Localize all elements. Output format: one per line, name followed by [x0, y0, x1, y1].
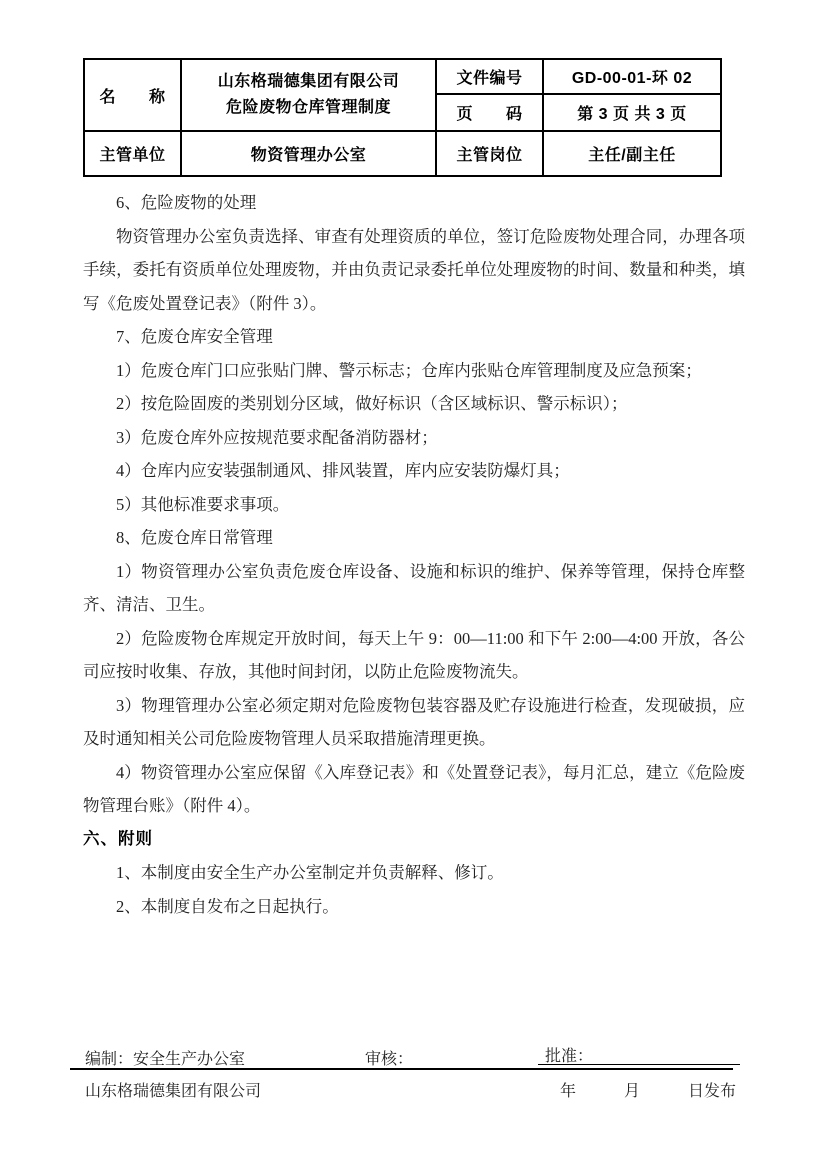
doc-number-label-cell: 文件编号	[436, 59, 543, 94]
paragraph: 6、危险废物的处理	[116, 193, 257, 212]
reviewed-by-field: 审核：	[365, 1051, 414, 1068]
paragraph: 2）危险废物仓库规定开放时间，每天上午 9：00—11:00 和下午 2:00—4:00 开放，各公司应按时收集、存放，其他时间封闭，以防止危险废物流失。	[83, 628, 745, 681]
compiled-by-field: 编制：安全生产办公室	[85, 1051, 246, 1068]
footer-divider	[70, 1068, 733, 1070]
doc-number-value-cell: GD-00-01-环 02	[543, 59, 721, 94]
paragraph: 物资管理办公室负责选择、审查有处理资质的单位，签订危险废物处理合同，办理各项手续，委托有资质单位处理废物，并由负责记录委托单位处理废物的时间、数量和种类，填写《危废处置登记表》（附件 3）。	[83, 226, 745, 313]
header-table	[83, 58, 722, 177]
paragraph: 2）按危险固废的类别划分区域，做好标识（含区域标识、警示标识）；	[116, 394, 628, 413]
document-title-cell	[181, 59, 436, 131]
paragraph: 3）物理管理办公室必须定期对危险废物包装容器及贮存设施进行检查，发现破损，应及时通知相关公司危险废物管理人员采取措施清理更换。	[83, 695, 745, 748]
paragraph: 4）仓库内应安装强制通风、排风装置，库内应安装防爆灯具；	[116, 461, 570, 480]
approved-by-field: 批准：	[538, 1043, 740, 1065]
company-title: 山东格瑞德集团有限公司	[217, 73, 400, 90]
document-title: 危险废物仓库管理制度	[225, 99, 391, 116]
paragraph: 3）危废仓库外应按规范要求配备消防器材；	[116, 427, 438, 447]
post-label-cell: 主管岗位	[436, 131, 543, 176]
document-body	[83, 186, 745, 923]
footer-company-name: 山东格瑞德集团有限公司	[85, 1083, 262, 1100]
paragraph: 1）物资管理办公室负责危废仓库设备、设施和标识的维护、保养等管理，保持仓库整齐、清洁、卫生。	[83, 561, 745, 614]
name-label-cell: 名 称	[84, 59, 181, 131]
section-heading-appendix: 六、附则	[83, 829, 153, 848]
post-value-cell: 主任/副主任	[543, 131, 721, 176]
paragraph: 2、本制度自发布之日起执行。	[116, 896, 339, 916]
unit-label-cell: 主管单位	[84, 131, 181, 176]
paragraph: 5）其他标准要求事项。	[116, 494, 290, 514]
paragraph: 1）危废仓库门口应张贴门牌、警示标志；仓库内张贴仓库管理制度及应急预案；	[116, 360, 702, 380]
paragraph: 7、危废仓库安全管理	[116, 327, 273, 346]
page-number-label-cell: 页 码	[436, 94, 543, 131]
paragraph: 4）物资管理办公室应保留《入库登记表》和《处置登记表》，每月汇总，建立《危险废物管理台账》（附件 4）。	[83, 762, 745, 815]
footer-issue-date: 年 月 日发布	[560, 1083, 737, 1100]
paragraph: 1、本制度由安全生产办公室制定并负责解释、修订。	[116, 863, 504, 882]
unit-value-cell: 物资管理办公室	[181, 131, 436, 176]
paragraph: 8、危废仓库日常管理	[116, 528, 273, 547]
page-number-value-cell: 第 3 页 共 3 页	[543, 94, 721, 131]
